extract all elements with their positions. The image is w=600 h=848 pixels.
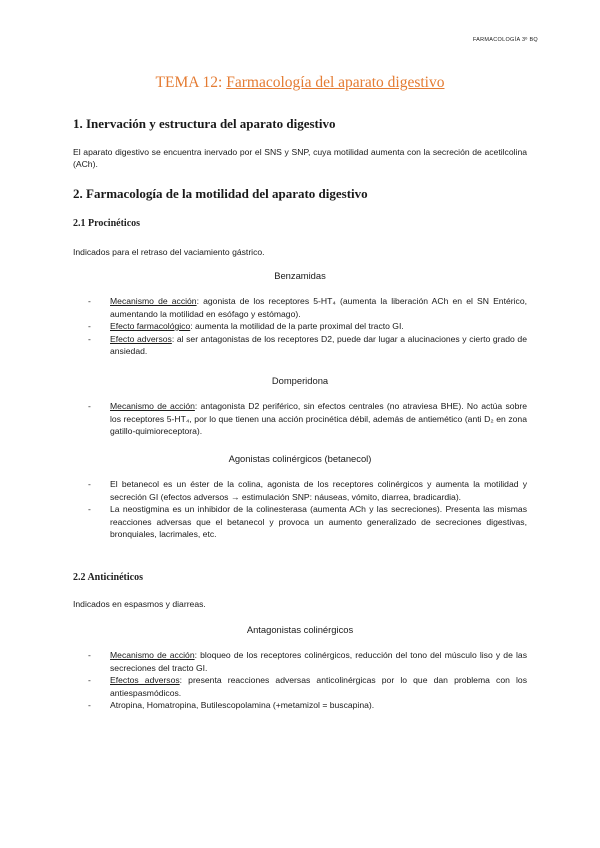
item-label: Mecanismo de acción <box>110 296 197 306</box>
list-item <box>88 699 527 712</box>
list-item <box>88 320 527 333</box>
domperidona-title: Domperidona <box>271 375 329 386</box>
item-text: : al ser antagonistas de los receptores D2, puede dar lugar a alucinaciones y cierto grado de ansiedad. <box>110 333 527 356</box>
domperidona-list <box>88 400 527 438</box>
item-text: La neostigmina es un inhibidor de la colinesterasa (aumenta ACh y las secreciones). Presenta las mismas reacciones adversas que el betanecol y provoca un aumento generalizado de secreciones digestivas, bronquiales, lacrimales, etc. <box>110 504 527 539</box>
title-subject: Farmacología del aparato digestivo <box>226 74 445 91</box>
anticineticos-heading: 2.2 Anticinéticos <box>73 572 143 583</box>
item-label: Mecanismo de acción <box>110 650 195 660</box>
section-1-heading: 1. Inervación y estructura del aparato digestivo <box>73 116 336 131</box>
list-item <box>88 674 527 699</box>
procineticos-intro: Indicados para el retraso del vaciamiento gástrico. <box>73 247 265 257</box>
antagonistas-title: Antagonistas colinérgicos <box>246 624 354 635</box>
section-2-heading: 2. Farmacología de la motilidad del aparato digestivo <box>73 186 368 201</box>
document-title <box>0 74 600 92</box>
list-item <box>88 649 527 674</box>
item-text: : aumenta la motilidad de la parte proximal del tracto GI. <box>190 321 404 331</box>
item-label: Efecto adversos <box>110 333 172 344</box>
agonistas-list <box>88 478 527 541</box>
item-text: : antagonista D2 periférico, sin efectos centrales (no atraviesa BHE). No actúa sobre los receptores 5-HT₄, por lo que tienen una acción procinética débil, además de antiemético (anti D₂ en zona gatillo-quimioreceptora). <box>110 401 527 436</box>
benzamidas-title: Benzamidas <box>274 270 326 281</box>
procineticos-heading: 2.1 Procinéticos <box>73 218 141 229</box>
item-text: Atropina, Homatropina, Butilescopolamina (+metamizol = buscapina). <box>110 700 375 710</box>
item-text: : bloqueo de los receptores colinérgicos, reducción del tono del músculo liso y de las secreciones del tracto GI. <box>110 650 527 673</box>
item-label: Efectos adversos <box>110 675 180 685</box>
item-text: : agonista de los receptores 5-HT₄ (aumenta la liberación ACh en el SN Entérico, aumentando la motilidad en esófago y estómago). <box>110 296 527 319</box>
list-item <box>88 295 527 320</box>
list-item <box>88 333 527 358</box>
list-item <box>88 400 527 438</box>
item-text: : presenta reacciones adversas anticolinérgicas por lo que dan problema con los antiespasmódicos. <box>110 675 527 698</box>
antagonistas-list <box>88 649 527 712</box>
benzamidas-list <box>88 295 527 358</box>
item-label: Mecanismo de acción <box>110 401 195 411</box>
list-item <box>88 503 527 541</box>
document-header-tag: FARMACOLOGÍA 3º BQ <box>472 37 538 43</box>
item-text: El betanecol es un éster de la colina, agonista de los receptores colinérgicos y aumenta la motilidad y secreción GI (efectos adversos → estimulación SNP: náuseas, vómito, diarrea, bradicardia). <box>110 479 527 502</box>
title-prefix: TEMA 12: <box>155 74 223 91</box>
list-item <box>88 478 527 503</box>
item-label: Efecto farmacológico <box>110 321 191 331</box>
section-1-paragraph: El aparato digestivo se encuentra inervado por el SNS y SNP, cuya motilidad aumenta con la secreción de acetilcolina (ACh). <box>73 147 527 169</box>
anticineticos-intro: Indicados en espasmos y diarreas. <box>73 599 206 609</box>
agonistas-title: Agonistas colinérgicos (betanecol) <box>228 453 372 464</box>
